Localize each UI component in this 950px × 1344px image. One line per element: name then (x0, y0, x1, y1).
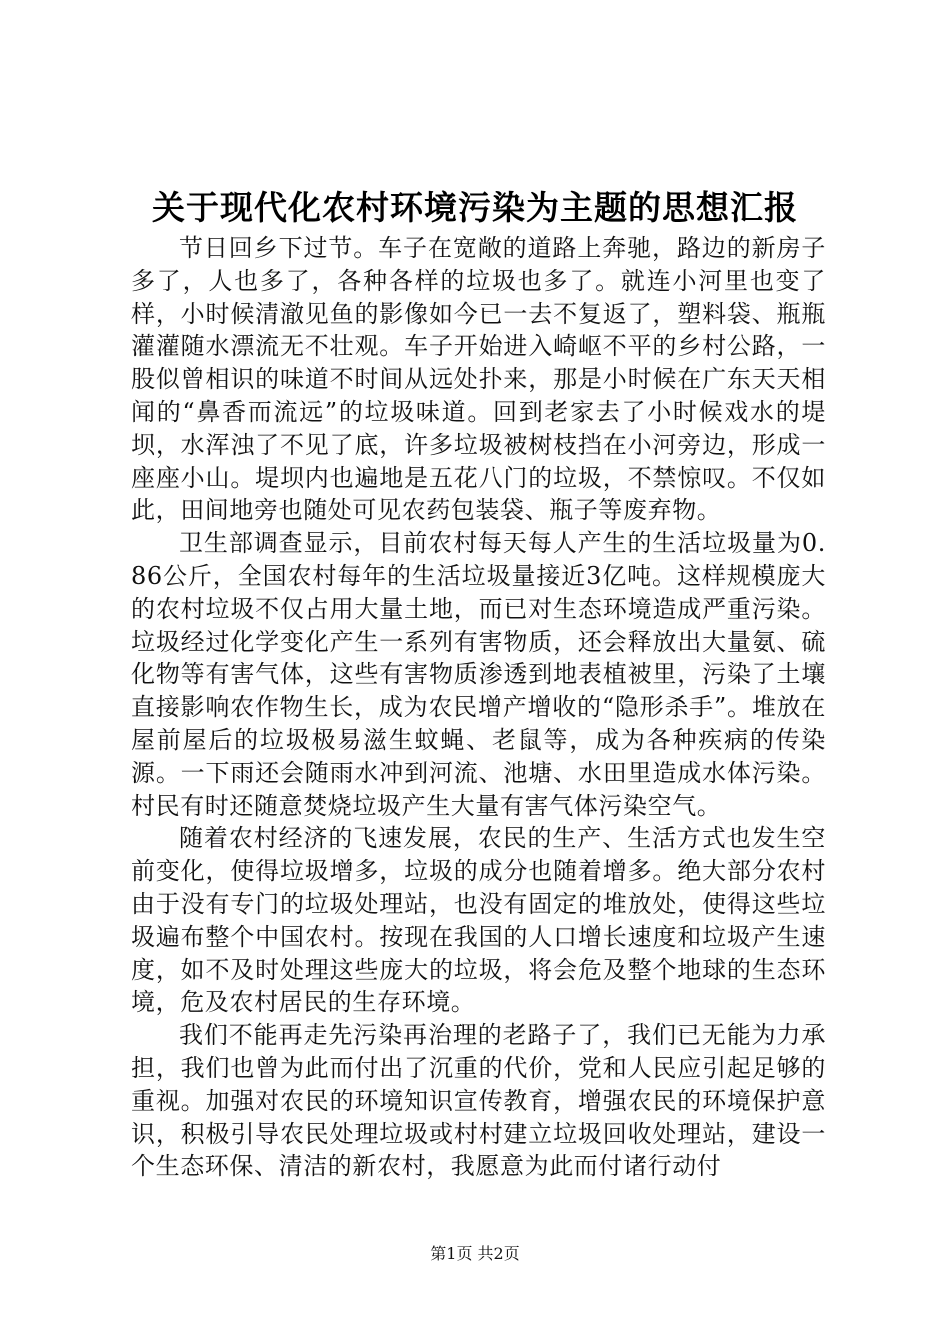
document-title: 关于现代化农村环境污染为主题的思想汇报 (152, 188, 798, 227)
page-number-footer: 第1页 共2页 (430, 1244, 520, 1263)
body-paragraph: 节日回乡下过节。车子在宽敞的道路上奔驰，路边的新房子多了，人也多了，各种各样的垃圾也多了。就连小河里也变了样，小时候清澈见鱼的影像如今已一去不复返了，塑料袋、瓶瓶灌灌随水漂流无不壮观。车子开始进入崎岖不平的乡村公路，一股似曾相识的味道不时间从远处扑来，那是小时候在广东天天相闻的“鼻香而流远”的垃圾味道。回到老家去了小时候戏水的堤坝，水浑浊了不见了底，许多垃圾被树枝挡在小河旁边，形成一座座小山。堤坝内也遍地是五花八门的垃圾，不禁惊叹。不仅如此，田间地旁也随处可见农药包装袋、瓶子等废弃物。 (131, 234, 826, 525)
body-paragraph: 随着农村经济的飞速发展，农民的生产、生活方式也发生空前变化，使得垃圾增多，垃圾的成分也随着增多。绝大部分农村由于没有专门的垃圾处理站，也没有固定的堆放处，使得这些垃圾遍布整个中国农村。按现在我国的人口增长速度和垃圾产生速度，如不及时处理这些庞大的垃圾，将会危及整个地球的生态环境，危及农村居民的生存环境。 (131, 824, 826, 1017)
body-paragraph: 我们不能再走先污染再治理的老路子了，我们已无能为力承担，我们也曾为此而付出了沉重的代价，党和人民应引起足够的重视。加强对农民的环境知识宣传教育，增强农民的环境保护意识，积极引导农民处理垃圾或村村建立垃圾回收处理站，建设一个生态环保、清洁的新农村，我愿意为此而付诸行动付 (131, 1021, 826, 1181)
document-body (131, 232, 826, 1183)
body-paragraph: 卫生部调查显示，目前农村每天每人产生的生活垃圾量为0.86公斤，全国农村每年的生活垃圾量接近3亿吨。这样规模庞大的农村垃圾不仅占用大量土地，而已对生态环境造成严重污染。垃圾经过化学变化产生一系列有害物质，还会释放出大量氨、硫化物等有害气体，这些有害物质渗透到地表植被里，污染了土壤直接影响农作物生长，成为农民增产增收的“隐形杀手”。堆放在屋前屋后的垃圾极易滋生蚊蝇、老鼠等，成为各种疾病的传染源。一下雨还会随雨水冲到河流、池塘、水田里造成水体污染。村民有时还随意焚烧垃圾产生大量有害气体污染空气。 (131, 529, 826, 820)
